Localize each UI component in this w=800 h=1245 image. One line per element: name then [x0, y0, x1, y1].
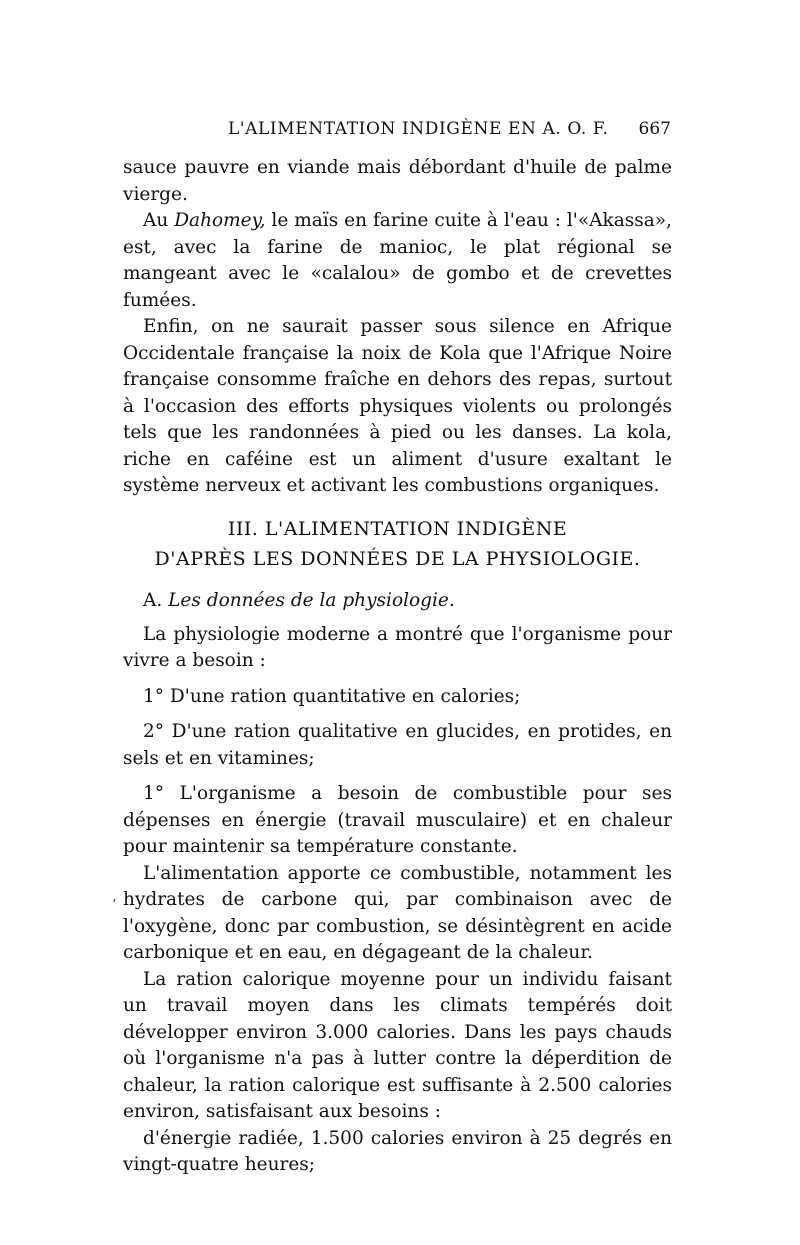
paragraph-ration: La ration calorique moyenne pour un individu faisant un travail moyen dans les climats tempérés doit développer environ 3.000 calories. Dans les pays chauds où l'organisme n'a pas à lutter contre la déperdition de chaleur, la ration calorique est suffisante à 2.500 calories environ, satisfaisant aux besoins :	[123, 968, 672, 1122]
page-body	[123, 155, 672, 1179]
paragraph-dahomey-rest: le maïs en farine cuite à l'eau : l'«Akassa», est, avec la farine de manioc, le plat régional se mangeant avec le «calalou» de gombo et de crevettes fumées.	[123, 210, 672, 311]
subsection-number: A.	[143, 589, 163, 611]
paragraph-alimentation: L'alimentation apporte ce combustible, notamment les hydrates de carbone qui, par combinaison avec de l'oxygène, donc par combustion, se désintègrent en acide carbonique et en eau, en dégageant de la chaleur.	[123, 862, 672, 963]
section-title-line1: III. L'ALIMENTATION INDIGÈNE	[227, 517, 568, 540]
section-title-line2: D'APRÈS LES DONNÉES DE LA PHYSIOLOGIE.	[154, 547, 641, 570]
page-number: 667	[638, 119, 671, 139]
running-head: L'ALIMENTATION INDIGÈNE EN A. O. F.	[228, 119, 609, 139]
paragraph-kola: Enfin, on ne saurait passer sous silence en Afrique Occidentale française la noix de Kola que l'Afrique Noire française consomme fraîche en dehors des repas, surtout à l'occasion des efforts physiques violents ou prolongés tels que les randonnées à pied ou les danses. La kola, riche en caféine est un aliment d'usure exaltant le système nerveux et activant les combustions organiques.	[123, 316, 672, 496]
paragraph-energie: d'énergie radiée, 1.500 calories environ à 25 degrés en vingt-quatre heures;	[123, 1127, 672, 1175]
list-item-combustible: 1° L'organisme a besoin de combustible pour ses dépenses en énergie (travail musculaire) et en chaleur pour maintenir sa température constante.	[123, 783, 672, 857]
paragraph-sauce: sauce pauvre en viande mais débordant d'huile de palme vierge.	[123, 157, 672, 205]
paragraph-physiology: La physiologie moderne a montré que l'organisme pour vivre a besoin :	[123, 623, 672, 671]
paragraph-dahomey	[123, 208, 672, 314]
subsection-heading	[123, 586, 672, 616]
paragraph-dahomey-prefix: Au	[143, 210, 175, 231]
section-title	[123, 514, 672, 574]
list-item-qualitative: 2° D'une ration qualitative en glucides, en protides, en sels et en vitamines;	[123, 721, 672, 769]
stray-mark: ‘	[112, 897, 117, 913]
page-header	[123, 116, 683, 146]
subsection-title: Les données de la physiologie.	[168, 589, 455, 611]
place-name-dahomey: Dahomey,	[174, 210, 266, 231]
list-item-quantitative: 1° D'une ration quantitative en calories;	[143, 685, 521, 707]
